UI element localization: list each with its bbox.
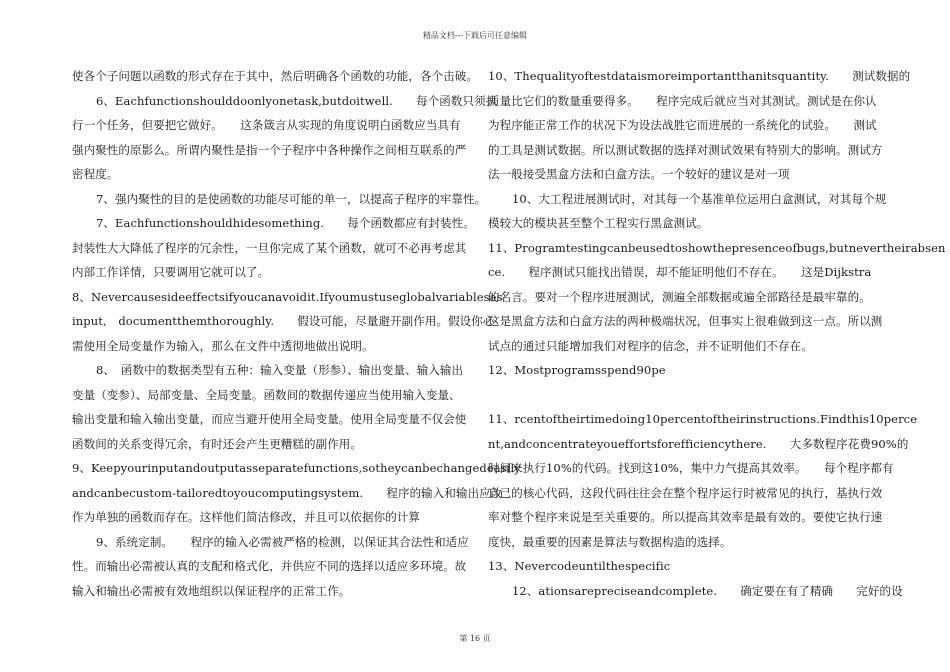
text-line: 12、Mostprogramsspend90pe: [488, 363, 666, 377]
text-line: 使各个子问题以函数的形式存在于其中，然后明确各个函数的功能，各个击破。: [72, 69, 478, 83]
text-line: 作为单独的函数而存在。这样他们简洁修改，并且可以依据你的计算: [72, 510, 420, 524]
text-line: 输入和输出必需被有效地组织以保证程序的正常工作。: [72, 583, 351, 598]
text-line: 的工具是测试数据。所以测试数据的选择对测试效果有特别大的影响。测试方: [488, 142, 883, 157]
text-line: 质量比它们的数量重要得多。 程序完成后就应当对其测试。测试是在你认: [488, 93, 877, 108]
page-header: 精品文档---下载后可任意编辑: [422, 31, 528, 40]
text-line: 内部工作详情，只要调用它就可以了。: [72, 265, 270, 279]
text-line: 10、Thequalityoftestdataismoreimportantthanitsquantity. 测试数据的: [488, 69, 911, 83]
text-line: 的名言。要对一个程序进展测试，测遍全部数据或遍全部路径是最牢靠的。: [488, 289, 871, 304]
text-line: 强内聚性的原影么。所谓内聚性是指一个子程序中各种操作之间相互联系的严: [72, 142, 467, 157]
text-line: 7、Eachfunctionshouldhidesomething. 每个函数都应有封装性。: [96, 216, 475, 230]
right-column: [488, 64, 946, 603]
text-line: 12、ationsarepreciseandcomplete. 确定要在有了精确 完好的设: [512, 583, 903, 598]
text-line: 9、系统定制。 程序的输入必需被严格的检测，以保证其合法性和适应: [96, 534, 469, 549]
left-column: [72, 64, 521, 603]
text-line: 8、Nevercausesideeffectsifyoucanavoidit.Ifyoumustuseglobalvariablesas: [72, 289, 503, 304]
page-number: 第 16 页: [459, 634, 491, 643]
text-line: 8、 函数中的数据类型有五种：输入变量（形参）、输出变量、输入输出: [96, 363, 464, 377]
text-line: [488, 383, 888, 408]
text-line: 封装性大大降低了程序的冗余性，一旦你完成了某个函数，就可不必再考虑其: [72, 240, 467, 255]
text-line: 为程序能正常工作的状况下为设法战胜它而进展的一系统化的试验。 测试: [488, 118, 877, 132]
text-line: 度快，最重要的因素是算法与数据构造的选择。: [488, 534, 732, 549]
text-line: 率对整个程序来说是至关重要的。所以提高其效率是最有效的。要使它执行速: [488, 510, 883, 524]
text-line: 性。而输出必需被认真的支配和格式化，并供应不同的选择以适应多环境。故: [72, 559, 467, 573]
text-line: 法一般接受黑盒方法和白盒方法。一个较好的建议是对一项: [488, 167, 790, 181]
text-line: 函数间的关系变得冗余，有时还会产生更糟糕的副作用。: [72, 436, 362, 451]
text-line: 时间来执行10%的代码。找到这10%，集中力气提高其效率。 每个程序都有: [488, 461, 894, 475]
text-line: 10、大工程进展测试时，对其每一个基准单位运用白盒测试，对其每个规: [512, 191, 887, 206]
text-line: 模较大的模块甚至整个工程实行黑盒测试。: [488, 216, 709, 230]
text-line: 13、Nevercodeuntilthespecific: [488, 559, 671, 573]
text-line: ce. 程序测试只能找出错误，却不能证明他们不存在。 这是Dijkstra: [488, 265, 872, 279]
text-line: andcanbecustom-tailoredtoyoucomputingsystem. 程序的输入和输出应改: [72, 485, 503, 500]
text-line: 需使用全局变量作为输入，那么在文件中透彻地做出说明。: [72, 338, 374, 353]
text-line: 自己的核心代码，这段代码往往会在整个程序运行时被常见的执行，基执行效: [488, 485, 883, 500]
text-line: 9、Keepyourinputandoutputasseparatefunctions,sotheycanbechangedeasily: [72, 461, 521, 475]
text-line: nt,andconcentrateyoueffortsforefficiencythere. 大多数程序花费90%的: [488, 436, 909, 451]
text-line: 7、强内聚性的目的是使函数的功能尽可能的单一，以提高子程序的牢靠性。: [96, 191, 487, 206]
text-line: 输出变量和输入输出变量，而应当避开使用全局变量。使用全局变量不仅会使: [72, 412, 467, 426]
text-line: 行一个任务，但要把它做好。 这条箴言从实现的角度说明白函数应当具有: [72, 118, 461, 132]
text-line: 试点的通过只能增加我们对程序的信念，并不证明他们不存在。: [488, 338, 813, 353]
text-line: 11、rcentoftheirtimedoing10percentoftheirinstructions.Findthis10perce: [488, 412, 918, 426]
text-line: input, documentthemthoroughly. 假设可能，尽量避开副作用。假设你必: [72, 314, 495, 328]
text-line: 11、Programtestingcanbeusedtoshowthepresenceofbugs,butnevertheirabsen: [488, 240, 946, 255]
text-line: 6、Eachfunctionshoulddoonlyonetask,butdoitwell. 每个函数只须执: [96, 93, 498, 108]
text-line: 密程度。: [72, 167, 119, 181]
text-line: 变量（变参）、局部变量、全局变量。函数间的数据传递应当使用输入变量、: [72, 387, 461, 402]
text-line: 这是黑盒方法和白盒方法的两种极端状况，但事实上很难做到这一点。所以测: [488, 314, 883, 328]
